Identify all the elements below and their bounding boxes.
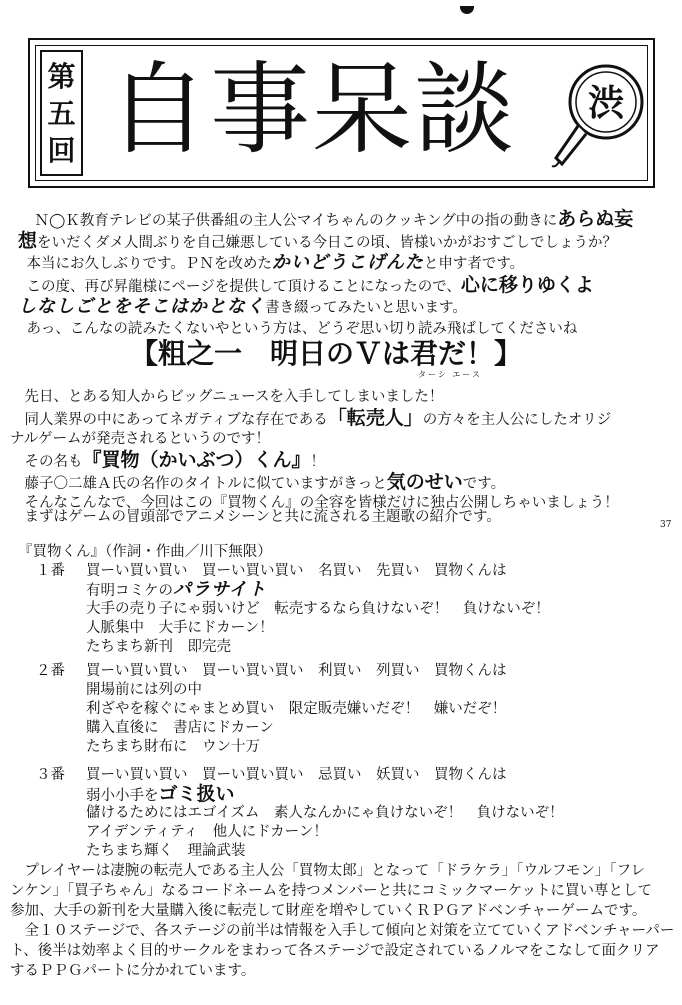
- outro-line-1: プレイヤーは凄腕の転売人である主人公「買物太郎」となって「ドラケラ」「ウルフモン」「フレ: [10, 863, 646, 879]
- intro-line-5: しなしごとをそこはかとなく書き綴ってみたいと思います。: [18, 296, 467, 317]
- news-line-5: 藤子〇二雄Ａ氏の名作のタイトルに似ていますがきっと気のせいです。: [10, 471, 506, 493]
- page-number: 37: [660, 520, 672, 530]
- news-line-2: 同人業界の中にあってネガティブな存在である「転売人」の方々を主人公にしたオリジ: [10, 407, 612, 429]
- intro-emphasis-2: 想: [18, 230, 38, 252]
- verse-1-line-4: 人脈集中 大手にドカーン！: [86, 620, 274, 636]
- fan-glyph: 渋: [587, 83, 625, 124]
- column-title: 自事呆談: [108, 51, 516, 168]
- news-line-6: そんなこんなで、今回はこの『買物くん』の全容を皆様だけに独占公開しちゃいましょう！: [10, 495, 619, 511]
- intro-emphasis-4: しなしごとをそこはかとなく: [18, 296, 265, 317]
- intro-emphasis-1: あらぬ妄: [557, 208, 634, 230]
- verse-3-line-4: アイデンティティ 他人にドカーン！: [86, 824, 328, 840]
- outro-line-3: 参加、大手の新刊を大量購入後に転売して財産を増やしていくＲＰＧアドベンチャーゲームです。: [10, 903, 647, 919]
- verse-1-emphasis: パラサイト: [173, 579, 267, 600]
- issue-char-1: 第: [47, 59, 76, 93]
- verse-1-line-5: たちまち新刊 即完売: [86, 639, 231, 655]
- verse-3-line-3: 儲けるためにはエゴイズム 素人なんかにゃ負けないぞ！ 負けないぞ！: [86, 805, 564, 821]
- verse-1-line-2: 有明コミケのパラサイト: [86, 579, 267, 600]
- issue-char-2: 五: [47, 96, 76, 130]
- issue-label: [40, 50, 83, 176]
- section-heading: 【粗之一 明日のＶは君だ！】: [130, 337, 523, 370]
- issue-char-3: 回: [47, 133, 76, 167]
- page-mark: [460, 6, 474, 14]
- verse-2-line-4: 購入直後に 書店にドカーン: [86, 720, 274, 736]
- outro-line-6: するＰＰＧパートに分かれています。: [10, 963, 256, 979]
- verse-3-emphasis: ゴミ扱い: [158, 783, 235, 805]
- verse-2-line-2: 開場前には列の中: [86, 682, 202, 698]
- uchiwa-fan-icon: [548, 60, 648, 170]
- section-ruby: ターシ エース: [418, 370, 482, 379]
- verse-3-line-5: たちまち輝く 理論武装: [86, 843, 246, 859]
- intro-line-6: あっ、こんなの読みたくないやという方は、どうぞ思い切り読み飛ばしてくださいね: [12, 321, 578, 337]
- verse-2-number: ２番: [36, 663, 65, 679]
- song-title: 『買物くん』（作詞・作曲／川下無限）: [18, 544, 272, 560]
- news-line-3: ナルゲームが発売されるというのです！: [10, 431, 270, 447]
- intro-line-1: Ｎ◯Ｋ教育テレビの某子供番組の主人公マイちゃんのクッキング中の指の動きにあらぬ妄: [20, 208, 634, 230]
- intro-line-4: この度、再び昇龍様にページを提供して頂けることになったので、心に移りゆくよ: [12, 274, 594, 296]
- news-line-1: 先日、とある知人からビッグニュースを入手してしまいました！: [10, 389, 444, 405]
- verse-1-number: １番: [36, 563, 65, 579]
- verse-1-line-1: 買ーい買い買い 買ーい買い買い 名買い 先買い 買物くんは: [86, 563, 507, 579]
- pen-name: かいどうこげんた: [271, 252, 424, 273]
- verse-3-number: ３番: [36, 767, 65, 783]
- verse-1-line-3: 大手の売り子にゃ弱いけど 転売するなら負けないぞ！ 負けないぞ！: [86, 601, 550, 617]
- news-emphasis-1: 「転売人」: [327, 407, 423, 429]
- outro-line-2: ンケン」「買子ちゃん」なるコードネームを持つメンバーと共にコミックマーケットに買い専として: [10, 883, 653, 899]
- intro-emphasis-3: 心に移りゆくよ: [460, 274, 594, 296]
- verse-3-line-1: 買ーい買い買い 買ーい買い買い 忌買い 妖買い 買物くんは: [86, 767, 507, 783]
- news-line-4: その名も『買物（かいぶつ）くん』！: [10, 449, 326, 471]
- verse-2-line-1: 買ーい買い買い 買ーい買い買い 利買い 列買い 買物くんは: [86, 663, 507, 679]
- intro-line-3: 本当にお久しぶりです。ＰＮを改めたかいどうこげんたと申す者です。: [12, 252, 525, 273]
- news-emphasis-2: 気のせい: [386, 471, 463, 493]
- song-intro: まずはゲームの冒頭部でアニメシーンと共に流される主題歌の紹介です。: [10, 509, 501, 525]
- verse-2-line-5: たちまち財布に ウン十万: [86, 739, 260, 755]
- game-title: 『買物（かいぶつ）くん』: [82, 449, 311, 471]
- outro-line-5: ト、後半は効率よく目的サークルをまわって各ステージで設定されているノルマをこなして面クリア: [10, 943, 660, 959]
- outro-line-4: 全１０ステージで、各ステージの前半は情報を入手して傾向と対策を立てていくアドベンチャーパー: [10, 923, 675, 939]
- verse-3-line-2: 弱小小手をゴミ扱い: [86, 783, 235, 805]
- intro-line-2: 想をいだくダメ人間ぶりを自己嫌悪している今日この頃、皆様いかがおすごしでしょうか？: [18, 230, 618, 252]
- verse-2-line-3: 利ざやを稼ぐにゃまとめ買い 限定販売嫌いだぞ！ 嫌いだぞ！: [86, 701, 507, 717]
